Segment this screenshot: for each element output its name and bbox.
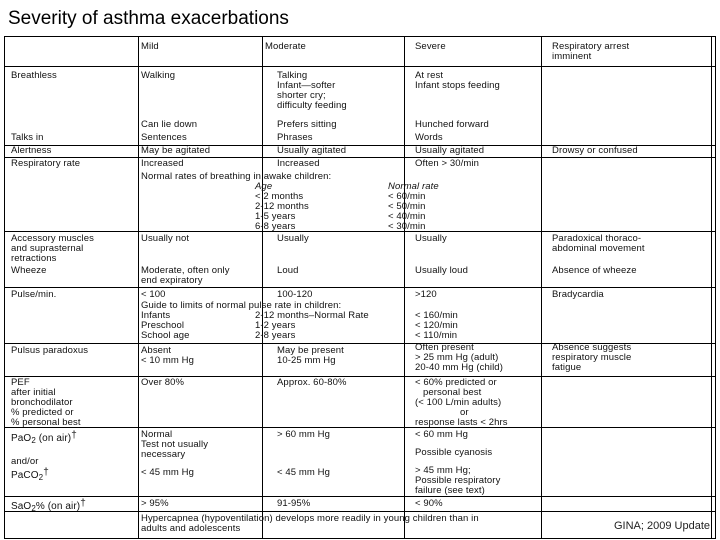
- cell-text: < 45 mm Hg: [141, 467, 195, 478]
- cell-text: Phrases: [277, 132, 313, 143]
- cell-text: Infant stops feeding: [415, 80, 500, 91]
- cell-text: Approx. 60-80%: [277, 377, 347, 388]
- pao2-qualifier: (on air): [35, 433, 72, 444]
- row-label-accessory: Accessory muscles: [11, 233, 94, 244]
- paco2-dagger: †: [43, 467, 49, 478]
- severity-table: [4, 36, 716, 539]
- pao2-label: PaO: [11, 433, 32, 444]
- row-divider: [5, 511, 715, 512]
- cell-text: > 45 mm Hg;: [415, 465, 471, 476]
- resp-rate-note: Normal rates of breathing in awake children:: [141, 171, 332, 182]
- rate-value: < 30/min: [388, 221, 426, 232]
- cell-text: Usually: [415, 233, 447, 244]
- sao2-qualifier: % (on air): [35, 501, 81, 512]
- row-label-respiratory-rate: Respiratory rate: [11, 158, 81, 169]
- pulse-rate: < 110/min: [415, 330, 458, 341]
- cell-text: personal best: [423, 387, 482, 398]
- pao2-subscript: 2: [31, 436, 36, 445]
- pulse-rate: < 160/min: [415, 310, 458, 321]
- sao2-dagger: †: [80, 498, 86, 509]
- cell-text: Increased: [141, 158, 184, 169]
- pulse-age: 2-8 years: [255, 330, 296, 341]
- cell-text: Possible cyanosis: [415, 447, 493, 458]
- cell-text: Usually agitated: [277, 145, 347, 156]
- cell-text: Infant—softer: [277, 80, 336, 91]
- row-label-pef: % predicted or: [11, 407, 74, 418]
- cell-text: 100-120: [277, 289, 313, 300]
- pulse-group: Infants: [141, 310, 171, 321]
- cell-text: Absence of wheeze: [552, 265, 637, 276]
- cell-text: Sentences: [141, 132, 187, 143]
- cell-text: Drowsy or confused: [552, 145, 638, 156]
- cell-text: < 10 mm Hg: [141, 355, 195, 366]
- row-label-talks-in: Talks in: [11, 132, 44, 143]
- cell-text: 10-25 mm Hg: [277, 355, 336, 366]
- row-label-accessory: retractions: [11, 253, 57, 264]
- cell-text: Usually not: [141, 233, 190, 244]
- cell-text: < 100: [141, 289, 166, 300]
- cell-text: Usually loud: [415, 265, 468, 276]
- cell-text: (< 100 L/min adults): [415, 397, 502, 408]
- cell-text: Absence suggests: [552, 342, 632, 353]
- row-label-wheeze: Wheeze: [11, 265, 47, 276]
- footnote: Hypercapnea (hypoventilation) develops more readily in young children than in: [141, 513, 479, 524]
- cell-text: Often present: [415, 342, 474, 353]
- pulse-rate: < 120/min: [415, 320, 458, 331]
- cell-text: difficulty feeding: [277, 100, 347, 111]
- row-label-pulsus-paradoxus: Pulsus paradoxus: [11, 345, 89, 356]
- age-value: 2-12 months: [255, 201, 309, 212]
- row-label-sao2: [11, 499, 86, 515]
- cell-text: Moderate, often only: [141, 265, 230, 276]
- cell-text: Paradoxical thoraco-: [552, 233, 642, 244]
- cell-text: > 60 mm Hg: [277, 429, 331, 440]
- cell-text: Possible respiratory: [415, 475, 501, 486]
- row-label-accessory: and suprasternal: [11, 243, 84, 254]
- row-divider: [5, 66, 715, 67]
- cell-text: Talking: [277, 70, 308, 81]
- footnote: adults and adolescents: [141, 523, 241, 534]
- row-label-alertness: Alertness: [11, 145, 52, 156]
- rate-column-header: Normal rate: [388, 181, 439, 192]
- cell-text: Bradycardia: [552, 289, 604, 300]
- and-or-label: and/or: [11, 456, 39, 467]
- cell-text: Normal: [141, 429, 173, 440]
- cell-text: Can lie down: [141, 119, 198, 130]
- rate-value: < 40/min: [388, 211, 426, 222]
- pulse-group: School age: [141, 330, 190, 341]
- cell-text: Hunched forward: [415, 119, 489, 130]
- cell-text: necessary: [141, 449, 186, 460]
- cell-text: Test not usually: [141, 439, 209, 450]
- row-label-pef: PEF: [11, 377, 30, 388]
- cell-text: Usually: [277, 233, 309, 244]
- paco2-subscript: 2: [38, 473, 44, 482]
- rate-value: < 60/min: [388, 191, 426, 202]
- age-value: 6-8 years: [255, 221, 296, 232]
- cell-text: >120: [415, 289, 437, 300]
- cell-text: abdominal movement: [552, 243, 645, 254]
- slide-title: Severity of asthma exacerbations: [8, 8, 289, 29]
- age-column-header: Age: [255, 181, 273, 192]
- pao2-dagger: †: [71, 430, 77, 441]
- row-label-paco2: [11, 468, 49, 484]
- cell-text: or: [460, 407, 469, 418]
- cell-text: > 25 mm Hg (adult): [415, 352, 499, 363]
- row-divider: [5, 157, 715, 158]
- cell-text: end expiratory: [141, 275, 203, 286]
- header-severe: Severe: [415, 41, 446, 52]
- cell-text: shorter cry;: [277, 90, 326, 101]
- pulse-age: 1-2 years: [255, 320, 296, 331]
- row-label-pef: after initial: [11, 387, 56, 398]
- pulse-group: Preschool: [141, 320, 185, 331]
- cell-text: Prefers sitting: [277, 119, 337, 130]
- cell-text: Absent: [141, 345, 172, 356]
- header-arrest: Respiratory arrest: [552, 41, 630, 52]
- cell-text: Often > 30/min: [415, 158, 479, 169]
- source-credit: GINA; 2009 Update: [613, 520, 710, 532]
- age-value: < 2 months: [255, 191, 304, 202]
- pulse-age: 2-12 months–Normal Rate: [255, 310, 369, 321]
- cell-text: Increased: [277, 158, 320, 169]
- header-mild: Mild: [141, 41, 159, 52]
- cell-text: Walking: [141, 70, 176, 81]
- cell-text: response lasts < 2hrs: [415, 417, 508, 428]
- cell-text: 91-95%: [277, 498, 311, 509]
- header-arrest: imminent: [552, 51, 592, 62]
- row-divider: [5, 287, 715, 288]
- row-label-pulse: Pulse/min.: [11, 289, 57, 300]
- cell-text: < 60 mm Hg: [415, 429, 469, 440]
- row-label-pef: bronchodilator: [11, 397, 73, 408]
- cell-text: respiratory muscle: [552, 352, 632, 363]
- row-divider: [5, 231, 715, 232]
- cell-text: May be agitated: [141, 145, 211, 156]
- cell-text: failure (see text): [415, 485, 485, 496]
- row-divider: [5, 496, 715, 497]
- cell-text: May be present: [277, 345, 344, 356]
- sao2-subscript: 2: [31, 504, 36, 513]
- sao2-label: SaO: [11, 501, 32, 512]
- cell-text: At rest: [415, 70, 444, 81]
- cell-text: Words: [415, 132, 443, 143]
- age-value: 1-5 years: [255, 211, 296, 222]
- cell-text: Usually agitated: [415, 145, 485, 156]
- cell-text: fatigue: [552, 362, 582, 373]
- cell-text: < 45 mm Hg: [277, 467, 331, 478]
- cell-text: Loud: [277, 265, 299, 276]
- header-moderate: Moderate: [265, 41, 306, 52]
- cell-text: > 95%: [141, 498, 169, 509]
- pulse-note: Guide to limits of normal pulse rate in children:: [141, 300, 342, 311]
- cell-text: 20-40 mm Hg (child): [415, 362, 503, 373]
- rate-value: < 50/min: [388, 201, 426, 212]
- row-divider: [5, 427, 715, 428]
- row-label-pef: % personal best: [11, 417, 81, 428]
- row-label-pao2: [11, 431, 77, 447]
- row-label-breathless: Breathless: [11, 70, 57, 81]
- cell-text: < 90%: [415, 498, 443, 509]
- cell-text: < 60% predicted or: [415, 377, 497, 388]
- cell-text: Over 80%: [141, 377, 185, 388]
- row-divider: [5, 376, 715, 377]
- paco2-label: PaCO: [11, 470, 39, 481]
